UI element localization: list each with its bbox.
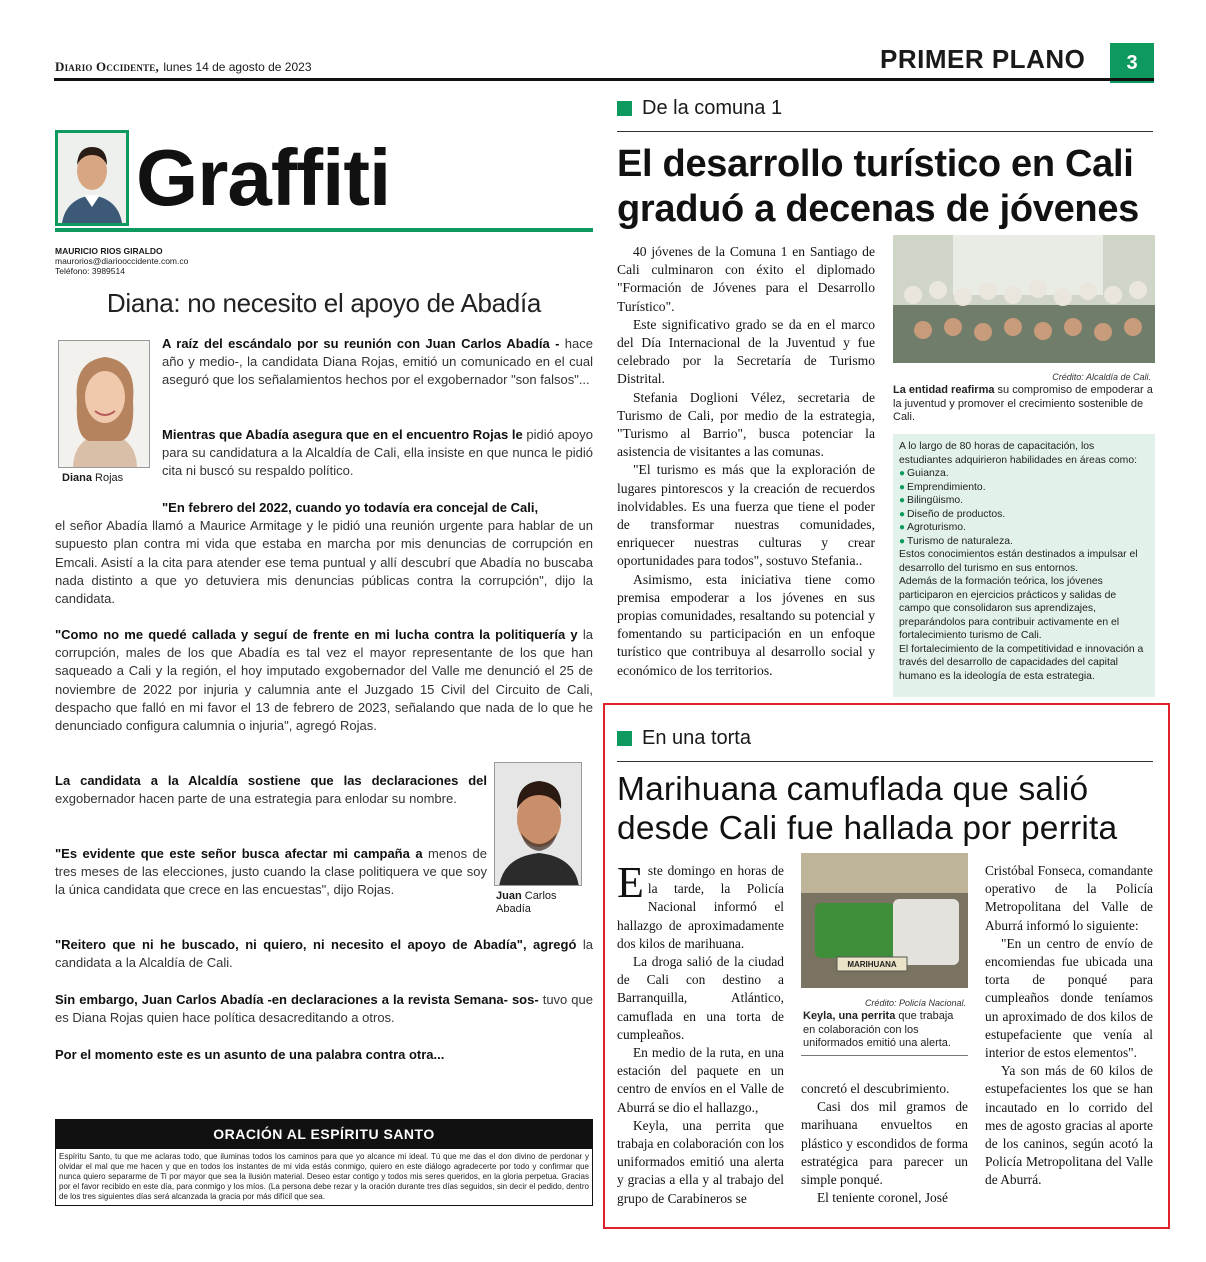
author-block	[55, 246, 188, 276]
torta-col1-lead: ste domingo en horas de la tarde, la Policía Nacional informó el hallazgo de aproximadamente dos kilos de marihuana.	[617, 863, 784, 951]
box-paragraph-1: Estos conocimientos están destinados a impulsar el desarrollo del turismo en sus entornos.	[899, 549, 1138, 574]
author-email: maurorios@diariooccidente.com.co	[55, 256, 189, 266]
tourism-body-p2: Este significativo grado se da en el marco del Día Internacional de la Juventud y fue celebrado por la Secretaría de Turismo Distrital.	[617, 316, 875, 387]
author-phone: Teléfono: 3989514	[55, 266, 125, 276]
diana-caption-name: Diana	[62, 472, 92, 484]
diana-caption-rest: Rojas	[91, 472, 124, 484]
torta-caption-rule	[801, 1055, 968, 1056]
box-item: ● Guianza.	[899, 467, 1149, 481]
tourism-headline: El desarrollo turístico en Cali graduó a decenas de jóvenes	[617, 143, 1139, 230]
p9-lead: Por el momento este es un asunto de una palabra contra otra...	[55, 1047, 445, 1062]
tourism-body-p5: Asimismo, esta iniciativa tiene como premisa empoderar a los jóvenes en sus propias comunidades, resaltando su potencial y fomentando su participación en un enfoque turístico que contribuya al desarrollo social y económico de los territorios.	[617, 571, 875, 678]
torta-kicker-text: En una torta	[642, 727, 751, 749]
p6-text: menos de tres meses de las elecciones, justo cuando la clase politiquera ve que soy la única candidata que crece en las encuestas", dijo Rojas.	[55, 846, 487, 898]
p8-text: tuvo que es Diana Rojas quien hace política desacreditando a otros.	[55, 992, 593, 1026]
graffiti-paragraph-8	[55, 991, 593, 1027]
box-item: ● Diseño de productos.	[899, 508, 1149, 522]
p1-text: hace año y medio-, la candidata Diana Rojas, emitió un comunicado en el cual aseguró que los señalamientos hechos por el exgobernador "son falsos"...	[162, 336, 593, 388]
diana-photo	[58, 340, 150, 468]
p2-lead: Mientras que Abadía asegura que en el encuentro Rojas le	[162, 427, 523, 442]
page-number: 3	[1110, 43, 1154, 83]
column-title-rule	[55, 228, 593, 232]
column-title: Graffiti	[136, 133, 391, 222]
p1-lead: A raíz del escándalo por su reunión con Juan Carlos Abadía -	[162, 336, 560, 351]
tourism-caption-text: su compromiso de empoderar a la juventud y promover el crecimiento sostenible de Cali.	[893, 384, 1153, 423]
graduation-group-icon	[893, 235, 1155, 363]
torta-col1-p3: En medio de la ruta, en una estación del paquete en un centro de envíos en el Valle de Aburrá se dio el hallazgo.,	[617, 1045, 784, 1115]
torta-photo-caption	[803, 1010, 968, 1051]
section-title: PRIMER PLANO	[880, 44, 1086, 74]
torta-col2-p1: concretó el descubrimiento.	[801, 1081, 950, 1096]
graffiti-paragraph-2	[162, 426, 593, 481]
p3-text: el señor Abadía llamó a Maurice Armitage y le pidió una reunión urgente para hablar de un supuesto plan contra mi vida que estaba en marcha por mis denuncias de corrupción en Emcali. Asistí a la cita para atender ese tema puntual y allí descubrí que Abadía no buscaba nada distinto a que yo detuviera mis denuncias públicas contra la corrupción", dijo la candidata.	[55, 518, 593, 607]
p5-lead: La candidata a la Alcaldía sostiene que las declaraciones del	[55, 773, 487, 788]
columnist-portrait-icon	[58, 133, 126, 223]
box-item: ● Emprendimiento.	[899, 481, 1149, 495]
tourism-kicker-text: De la comuna 1	[642, 97, 783, 119]
p2-text: pidió apoyo para su candidatura a la Alcaldía de Cali, ella insiste en que nunca le pidió cita ni buscó su respaldo político.	[162, 427, 593, 479]
p4-text: la corrupción, males de los que Abadía es tal vez el mayor representante de los que han saqueado a Cali y la región, el hoy imputado exgobernador del Valle me denunció el 25 de noviembre de 2022 por injuria y calumnia ante el Juzgado 15 Civil del Circuito de Cali, despacho que falló en mi favor el 13 de febrero de 2023, señalando que nada de lo que he denunciado configura calumnia o injuria", agregó Rojas.	[55, 627, 593, 734]
brand-name: Diario Occidente,	[55, 59, 159, 74]
masthead	[55, 58, 312, 76]
graffiti-paragraph-3	[55, 499, 593, 608]
torta-col3-p3: Ya son más de 60 kilos de estupefacientes los que se han incautado en lo corrido del mes de agosto gracias al aporte de los caninos, según acotó la Policía Metropolitana del Valle de Aburrá.	[985, 1063, 1153, 1188]
abadia-photo	[494, 762, 582, 886]
torta-column-1	[617, 858, 784, 1208]
kicker-square-icon	[617, 731, 632, 746]
tourism-body	[617, 243, 875, 680]
tourism-photo-credit: Crédito: Alcaldía de Cali.	[1052, 372, 1151, 382]
abadia-portrait-icon	[495, 763, 582, 886]
tourism-info-box	[893, 434, 1155, 697]
tourism-photo	[893, 235, 1155, 363]
graffiti-paragraph-7	[55, 936, 593, 972]
torta-caption-lead: Keyla, una perrita	[803, 1010, 896, 1022]
p3-lead: "En febrero del 2022, cuando yo todavía era concejal de Cali,	[162, 500, 539, 515]
torta-col2-p2: Casi dos mil gramos de marihuana envueltos en plástico y escondidos de forma estratégica para parecer un simple ponqué.	[801, 1099, 968, 1188]
torta-caption-text: que trabaja en colaboración con los uniformados emitió una alerta.	[803, 1010, 954, 1049]
torta-col1-p2: La droga salió de la ciudad de Cali con destino a Barranquilla, Atlántico, camuflada en una torta de cumpleaños.	[617, 954, 784, 1042]
torta-photo-credit: Crédito: Policía Nacional.	[864, 998, 966, 1008]
abadia-caption-name: Juan	[496, 890, 522, 902]
torta-col1-p4: Keyla, una perrita que trabaja en colaboración con los uniformados emitió una alerta y gracias a ella y al trabajo del grupo de Carabineros se	[617, 1117, 784, 1206]
box-item: ● Agroturismo.	[899, 521, 1149, 535]
evidence-package-icon	[801, 853, 968, 988]
box-paragraph-3: El fortalecimiento de la competitividad e innovación a través del desarrollo de capacidades del capital humano es la ideología de esta estrategia.	[899, 643, 1144, 682]
p7-lead: "Reitero que ni he buscado, ni quiero, ni necesito el apoyo de Abadía", agregó	[55, 937, 577, 952]
tourism-body-p3: Stefania Doglioni Vélez, secretaria de Turismo de Cali, por medio de la estrategia, "Turismo al Barrio", busca potenciar la asistencia de visitantes a las comunas.	[617, 389, 875, 460]
graffiti-headline: Diana: no necesito el apoyo de Abadía	[106, 288, 542, 318]
torta-kicker-rule	[617, 761, 1153, 762]
torta-col3-p1: Cristóbal Fonseca, comandante operativo de la Policía Metropolitana del Valle de Aburrá informó lo siguiente:	[985, 863, 1153, 933]
torta-photo	[801, 853, 968, 988]
tourism-caption-lead: La entidad reafirma	[893, 384, 995, 396]
p4-lead: "Como no me quedé callada y seguí de frente en mi lucha contra la politiquería y	[55, 627, 578, 642]
prayer-text: Espíritu Santo, tu que me aclaras todo, que iluminas todos los caminos para que yo alcance mi ideal. Tú que me das el don divino de perdonar y olvidar el mal que me hacen y que en todos los instantes de mi vida estás conmigo, quiero en este diálogo agradecerte por todo y confirmar que nunca quiero separarme de Ti por mayor que sea la ilusión material. Deseo estar contigo y todos mis seres queridos, en la gloria perpetua. Gracias por el favor recibido en este día, para conmigo y los míos. (La persona debe rezar y la oración durante tres días seguidos, sin decir el pedido, dentro de los tres siguientes días será alcanzada la gracia por más difícil que sea.	[55, 1149, 593, 1206]
tourism-body-p1: 40 jóvenes de la Comuna 1 en Santiago de Cali culminaron con éxito el diplomado "Formación de Jóvenes para el Desarrollo Turístico".	[617, 244, 875, 314]
torta-column-2	[801, 1080, 968, 1207]
graffiti-paragraph-6	[55, 845, 487, 900]
graffiti-paragraph-9	[55, 1046, 593, 1064]
torta-col2-p3: El teniente coronel, José	[817, 1190, 948, 1206]
graffiti-paragraph-1	[162, 335, 593, 390]
header-rule	[54, 78, 1154, 81]
tourism-kicker	[617, 97, 782, 120]
graffiti-paragraph-4	[55, 626, 593, 735]
graffiti-paragraph-5	[55, 772, 487, 808]
box-intro: A lo largo de 80 horas de capacitación, los estudiantes adquirieron habilidades en áreas como:	[899, 441, 1137, 466]
p5-text: exgobernador hacen parte de una estrategia para enlodar su nombre.	[55, 791, 457, 807]
torta-column-3	[985, 862, 1153, 1190]
torta-col3-p2: "En un centro de envío de encomiendas fue ubicada una torta de ponqué para cumpleaños donde teníamos un aproximado de dos kilos de estupefaciente que venía al interior de estos elementos".	[985, 935, 1153, 1061]
photo-label: MARIHUANA	[847, 960, 897, 969]
prayer-box	[55, 1119, 593, 1206]
diana-portrait-icon	[59, 341, 150, 468]
issue-date: lunes 14 de agosto de 2023	[163, 60, 312, 74]
tourism-body-p4: "El turismo es más que la exploración de lugares pintorescos y la creación de recuerdos inolvidables. Es una fuerza que tiene el poder de transformar nuestras comunidades, enriquecer nuestras culturas y crear oportunidades para todos", sostuvo Stefania..	[617, 462, 875, 569]
torta-dropcap: E	[617, 858, 644, 907]
prayer-title: ORACIÓN AL ESPÍRITU SANTO	[55, 1119, 593, 1149]
abadia-caption-rest: Carlos Abadía	[496, 890, 557, 915]
torta-headline: Marihuana camuflada que salió desde Cali fue hallada por perrita	[617, 771, 1118, 847]
columnist-photo	[55, 130, 129, 226]
p7-text: la candidata a la Alcaldía de Cali.	[55, 937, 593, 971]
p8-lead: Sin embargo, Juan Carlos Abadía -en declaraciones a la revista Semana- sos-	[55, 992, 539, 1007]
diana-caption	[62, 472, 123, 484]
tourism-photo-caption	[893, 384, 1155, 425]
author-name: MAURICIO RIOS GIRALDO	[55, 246, 163, 256]
kicker-square-icon	[617, 101, 632, 116]
box-paragraph-2: Además de la formación teórica, los jóvenes participaron en ejercicios prácticos y salidas de campo que consolidaron sus aprendizajes, preparándolos para contribuir activamente en el fortalecimiento turismo de Cali.	[899, 576, 1120, 641]
torta-kicker	[617, 727, 751, 750]
box-item: ● Bilingüismo.	[899, 494, 1149, 508]
p6-lead: "Es evidente que este señor busca afectar mi campaña a	[55, 846, 423, 861]
box-item: ● Turismo de naturaleza.	[899, 535, 1149, 549]
abadia-caption	[496, 890, 576, 916]
tourism-kicker-rule	[617, 131, 1153, 132]
